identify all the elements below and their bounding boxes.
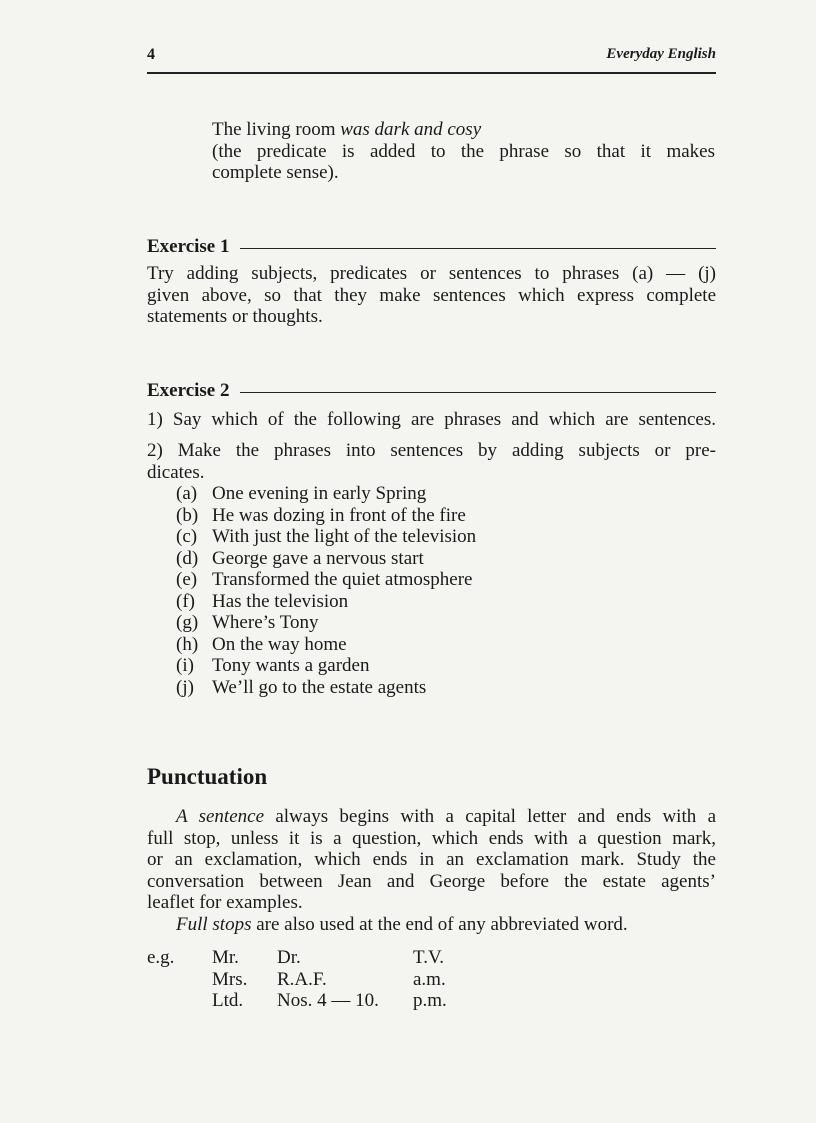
intro-line-1: The living room was dark and cosy [212, 119, 482, 140]
running-title: Everyday English [606, 46, 716, 62]
list-item: (b) He was dozing in front of the fire [176, 504, 466, 526]
exercise-1-heading: Exercise 1 [147, 236, 716, 258]
intro-example [212, 119, 715, 184]
list-item: (i) Tony wants a garden [176, 655, 370, 676]
list-item: (j) We’ll go to the estate agents [176, 676, 427, 698]
abbreviation-column-3: T.V. a.m. p.m. [413, 947, 447, 1011]
phrase-list [176, 483, 476, 698]
exercise-1-body: Try adding subjects, predicates or sentences to phrases (a) — (j) given above, so that they make sentences which express complete statements or thoughts. [147, 263, 716, 327]
page-number: 4 [147, 46, 155, 63]
exercise-2-heading: Exercise 2 [147, 380, 716, 402]
intro-line-3: complete sense). [212, 162, 339, 183]
abbreviation-column-1: Mr. Mrs. Ltd. [212, 947, 248, 1011]
heading-rule [240, 392, 717, 393]
intro-line-2: (the predicate is added to the phrase so that it makes [212, 140, 715, 162]
predicate-italic: was dark and cosy [340, 119, 482, 140]
exercise-2-instruction-2: 2) Make the phrases into sentences by adding subjects or pre- dicates. [147, 440, 716, 483]
list-item: (h) On the way home [176, 633, 347, 655]
punctuation-paragraph-1: A sentence always begins with a capital letter and ends with a full stop, unless it is a question, which ends with a question mark, or an exclamation, which ends in an exclamation mark. Study the conversation between Jean and George before the estate agents’ leaflet for examples. [147, 806, 716, 913]
section-title: Punctuation [147, 764, 268, 789]
running-header [147, 44, 716, 74]
heading-rule [240, 248, 717, 249]
list-item: (d) George gave a nervous start [176, 547, 424, 569]
list-item: (a) One evening in early Spring [176, 483, 427, 504]
list-item: (e) Transformed the quiet atmosphere [176, 569, 473, 590]
punctuation-paragraph-2: Full stops are also used at the end of any abbreviated word. [176, 914, 628, 935]
exercise-2-instruction-1: 1) Say which of the following are phrases and which are sentences. [147, 409, 716, 430]
abbreviation-column-2: Dr. R.A.F. Nos. 4 — 10. [277, 947, 379, 1011]
eg-label: e.g. [147, 947, 175, 968]
list-item: (c) With just the light of the television [176, 526, 477, 547]
list-item: (g) Where’s Tony [176, 612, 319, 633]
list-item: (f) Has the television [176, 590, 349, 612]
